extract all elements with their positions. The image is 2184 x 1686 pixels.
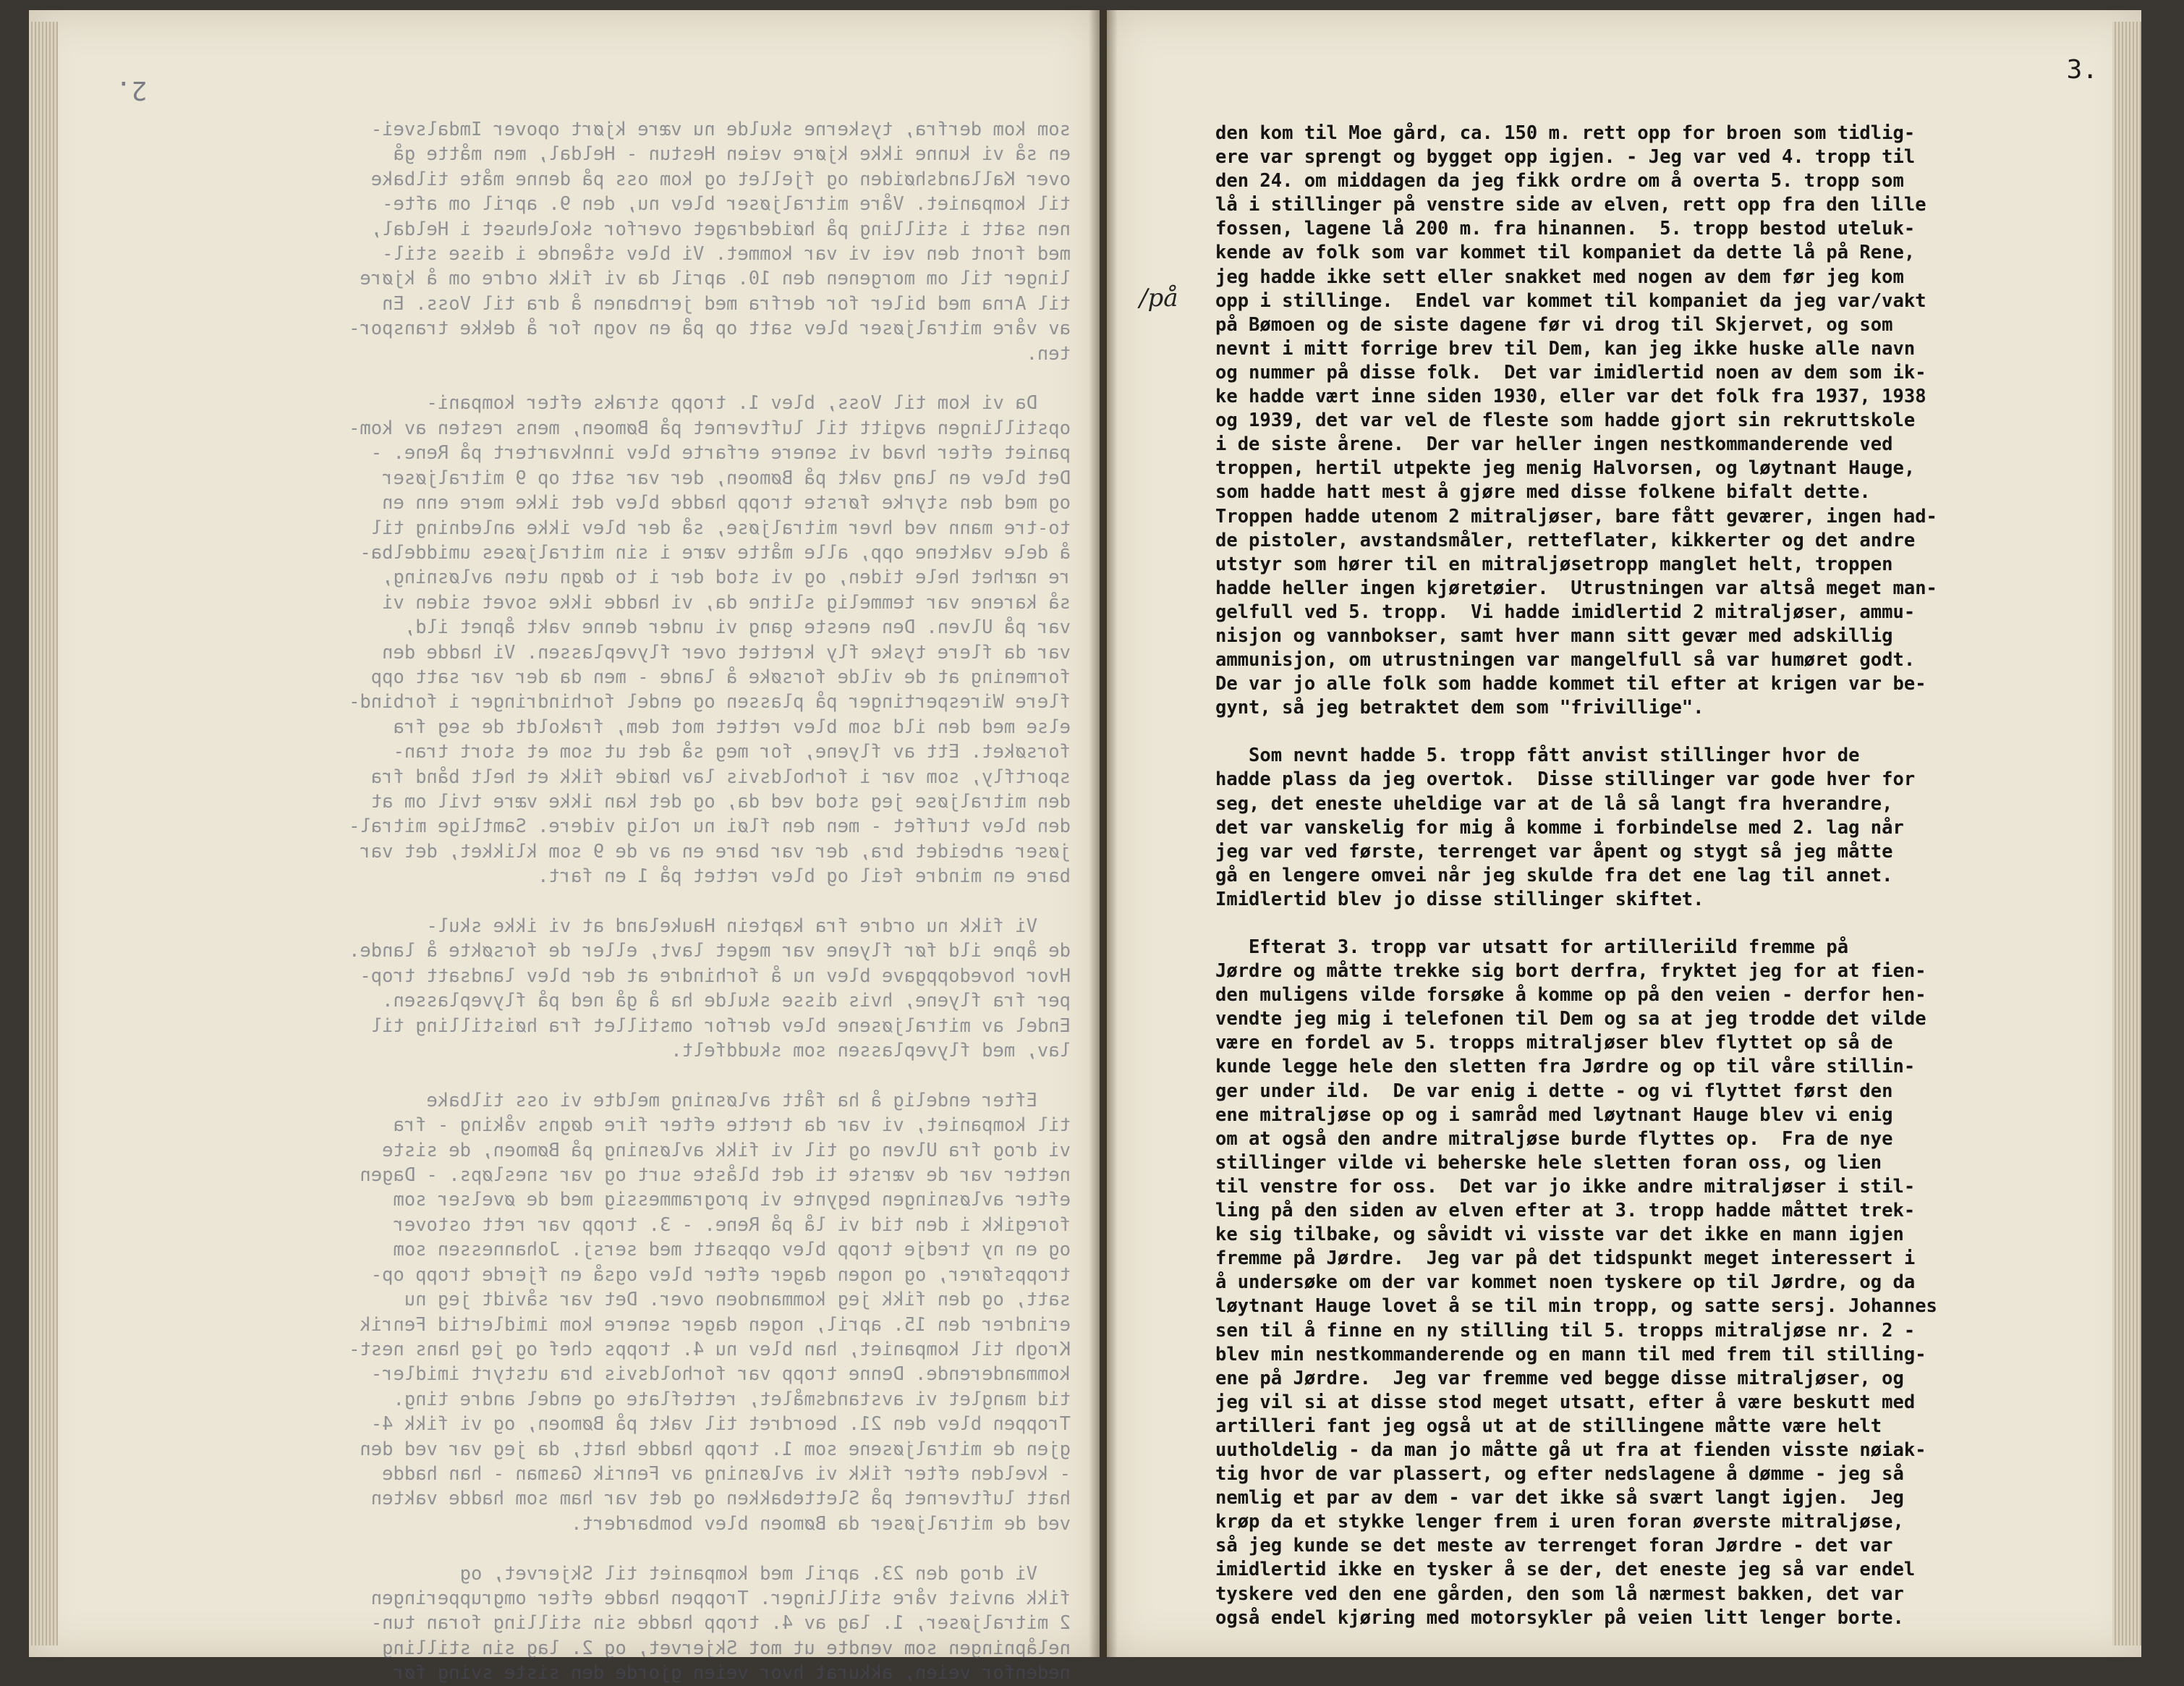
typed-line: hadde plass da jeg overtok. Disse stillinger var gode hver for (1215, 768, 1916, 791)
left-page-number: 2. (116, 75, 148, 105)
typed-line: Jørdre og måtte trekke sig bort derfra, fryktet jeg for at fien- (1215, 960, 1926, 983)
typed-line: ke sig tilbake, og såvidt vi visste var det ikke en mann igjen (1215, 1224, 1904, 1246)
typed-line: ammunisjon, om utrustningen var mangelfull så var humøret godt. (1215, 649, 1916, 672)
typed-line: gelfull ved 5. tropp. Vi hadde imidlertid 2 mitraljøser, ammu- (1215, 601, 1916, 623)
handwritten-margin-note: /på (1139, 284, 1178, 313)
typed-line: jeg hadde ikke sett eller snakket med nogen av dem før jeg kom (1215, 266, 1904, 288)
paragraph-gap (1215, 912, 2141, 936)
typed-line: blev min nestkommanderende og en mann til med frem til stilling- (1215, 1343, 1926, 1365)
typed-line: ger under ild. De var enig i dette - og vi flyttet først den (1215, 1080, 1893, 1102)
typed-line: ling på den siden av elven efter at 3. tropp hadde måttet trek- (1215, 1200, 1916, 1222)
typed-line: som hadde hatt mest å gjøre med disse folkene bifalt dette. (1215, 481, 1871, 504)
typed-line: i de siste årene. Der var heller ingen nestkommanderende ved (1215, 433, 1893, 456)
typed-line: kunde legge hele den sletten fra Jørdre og op til våre stillin- (1215, 1056, 1916, 1078)
typed-line: løytnant Hauge lovet å se til min tropp, og satte sersj. Johannes (1215, 1295, 1937, 1318)
left-page (29, 10, 1100, 1685)
typed-line: ene mitraljøse op og i samråd med løytnant Hauge blev vi enig (1215, 1103, 1893, 1126)
typed-line: til venstre for oss. Det var jo ikke andre mitraljøser i stil- (1215, 1175, 1916, 1198)
typed-line: artilleri fant jeg også ut at de stillingene måtte være helt (1215, 1415, 1882, 1437)
typed-line: troppen, hertil utpekte jeg menig Halvorsen, og løytnant Hauge, (1215, 457, 1916, 480)
typed-line: den muligens vilde forsøke å komme op på den veien - derfor hen- (1215, 984, 1926, 1007)
typed-line: tyskere ved den ene gården, den som lå nærmest bakken, det var (1215, 1583, 1904, 1605)
typed-line: seg, det eneste uheldige var at de lå så langt fra hverandre, (1215, 792, 1893, 815)
typed-line: den kom til Moe gård, ca. 150 m. rett opp for broen som tidlig- (1215, 122, 1916, 144)
typed-line: utstyr som hører til en mitraljøsetropp manglet helt, troppen (1215, 553, 1893, 575)
typed-line: Som nevnt hadde 5. tropp fått anvist stillinger hvor de (1215, 745, 1860, 767)
typed-line: så jeg kunde se det meste av terrenget foran Jørdre - det var (1215, 1535, 1893, 1557)
typed-line: ene på Jørdre. Jeg var fremme ved begge disse mitraljøser, og (1215, 1367, 1904, 1389)
typed-line: Troppen hadde utenom 2 mitraljøser, bare fått geværer, ingen had- (1215, 505, 1937, 528)
typed-line: de pistoler, avstandsmåler, retteflater, kikkerter og det andre (1215, 529, 1916, 551)
typed-line: også endel kjøring med motorsykler på veien litt lenger borte. (1215, 1606, 1904, 1629)
typed-line: krøp da et stykke lenger frem i uren foran øverste mitraljøse, (1215, 1511, 1904, 1533)
typed-line: gå en lengere omvei når jeg skulde fra det ene lag til annet. (1215, 864, 1893, 886)
paragraph-gap (1215, 720, 2141, 744)
typed-line: vendte jeg mig i telefonen til Dem og sa at jeg trodde det vilde (1215, 1008, 1926, 1030)
typed-line: kende av folk som var kommet til kompaniet da dette lå på Rene, (1215, 242, 1916, 264)
typed-line: De var jo alle folk som hadde kommet til efter at krigen var be- (1215, 673, 1926, 695)
typed-line: det var vanskelig for mig å komme i forbindelse med 2. lag når (1215, 816, 1904, 839)
right-page-number: 3. (2066, 55, 2098, 85)
typed-line: lå i stillinger på venstre side av elven, rett opp fra den lille (1215, 194, 1926, 216)
typed-line: fossen, lagene lå 200 m. fra hinannen. 5. tropp bestod uteluk- (1215, 218, 1916, 240)
left-page-bleed-through-text: som kom derfra, tyskerne skulde nu være kjørt opover Imdalsvei- en så vi kunne ikke kjøre veien Hestun - Heldal, men måtte gå over Kallandshøiden og fjellet og kom oss på denne måte tilbake til kompaniet. Våre mitraljøser blev nu, den 9. april om afte- nen satt i stilling på høidedraget overfor skolehuset i Heldal, med front den vei vi var kommet. Vi blev stående i disse stil- linger til om morgenen den 10. april da vi fikk ordre om å kjøre til Arna med biler for derfra med jernbanen å dra til Voss. En av våre mitraljøser blev satt op på en vogn for å dekke transpor- ten. Da vi kom til Voss, blev 1. tropp straks efter kompani- opstillingen avgitt til luftvernet på Bømoen, mens resten av kom- paniet efter hvad vi senere erfarte blev innkvartert på Rene. - Det blev en lang vakt på Bømoen, der var satt op 9 mitraljøser og med den styrke første tropp hadde blev det ikke mere enn en to-tre mann ved hver mitraljøse, så der blev ikke anledning til å dele vaktene opp, alle måtte være i sin mitraljøses umiddelba- re nærhet hele tiden, og vi stod der i to døgn uten avløsning, så karene var temmelig slitne da, vi hadde ikke sovet siden vi var på Ulven. Den eneste gang vi under denne vakt åpnet ild, var da flere tyske fly krettet over flyveplassen. Vi hadde den formening at de vilde forsøke å lande - men da der var satt opp flere Wirespertinger på plassen og endel forhindringer i forbind- else med den ild som blev rettet mot dem, frakoldt de seg fra forsøket. Ett av flyene, for meg så det ut som et stort tran- sportfly, som var i forholdsvis lav høide fikk et helt bånd fra den mitraljøse jeg stod ved da, og det kan ikke være tvil om at den blev truffet - men den fløi nu rolig videre. Samtlige mitral- jøser arbeidet bra, der var bare en av de 9 som klikket, det var bare en mindre feil og blev rettet på 1 en fart. Vi fikk nu ordre fra kaptein Haukeland at vi ikke skul- de åpne ild før flyene var meget lavt, eller de forsøkte å lande. Hvor hovedoppgave blev nu å forhindre at der blev landsatt trop- per fra flyene, hvis disse skulde ha å gå ned på flyveplassen. Endel av mitraljøsene blev derfor omstillet fra høistilling til lav, med flyveplassen som skuddfelt. Efter endelig å ha fått avløsning meldte vi oss tilbake til kompaniet, vi var da trette efter fire døgns våking - fra vi drog fra Ulven og til vi fikk avløsning på Bømoen, de siste netter var de værste ti det blåste surt og var snesløps. - Dagen efter avløsningen begynte vi programmessig med de øvelser som foregikk i den tid vi lå på Rene. - 3. tropp var rett ostover og en ny tredje tropp blev oppsatt med sersj. Johannessen som troppsfører, og nogen dager efter blev også en fjerde tropp op- satt, og den fikk jeg kommandoen over. Det var såvidt jeg nu erindrer den 15. april, nogen dager senere kom imidlertid Fenrik Krogh til kompaniet, han blev nu 4. tropps chef og jeg hans nest- kommanderende. Denne tropp var forholdsvis bra utstyrt imidler- tid manglet vi avstandsmålet, retteflate og endel andre ting. Troppen blev den 21. beordret til vakt på Bømoen, og vi fikk 4- gjen de mitraljøsene som 1. tropp hadde hatt, da jeg var ved den - kvelden efter fikk vi avløsning av Fenrik Gasman - han hadde hatt luftvernet på Slettebakken og det var ham som hadde vakten ved de mitraljøser da Bømoen blev bombardert. Vi drog den 23. april med kompaniet til Skjervet, og fikk anvist våre stillinger. Troppen hadde efter omgrupperingen 2 mitraljøser, 1. lag av 4. tropp hadde sin stilling foran tun- nelåpningen som vendte ut mot Skjervet, og 2. lag sin stilling nedenfor veien, akkurat hvor veien gjorde den siste sving før (349, 119, 1071, 1685)
typed-line: jeg vil si at disse stod meget utsatt, efter å være beskutt med (1215, 1391, 1916, 1413)
typed-line: nisjon og vannbokser, samt hver mann sitt gevær med adskillig (1215, 624, 1893, 647)
typed-line: hadde heller ingen kjøretøier. Utrustningen var altså meget man- (1215, 577, 1937, 599)
book-gutter (1089, 10, 1118, 1657)
typed-line: gynt, så jeg betraktet dem som "frivillige". (1215, 697, 1704, 719)
typed-letter-body (1215, 122, 2141, 1630)
typed-line: og 1939, det var vel de fleste som hadde gjort sin rekruttskole (1215, 410, 1916, 432)
typed-line: og nummer på disse folk. Det var imidlertid noen av dem som ik- (1215, 361, 1926, 384)
typed-line: tig hvor de var plassert, og efter nedslagene å dømme - jeg så (1215, 1463, 1904, 1486)
typed-line: Imidlertid blev jo disse stillinger skiftet. (1215, 888, 1704, 910)
typed-line: nemlig et par av dem - var det ikke så svært langt igjen. Jeg (1215, 1487, 1904, 1509)
typed-line: opp i stillinge. Endel var kommet til kompaniet da jeg var/vakt (1215, 289, 1926, 312)
typed-line: imidlertid ikke en tysker å se der, det eneste jeg så var endel (1215, 1559, 1916, 1581)
typed-line: ke hadde vært inne siden 1930, eller var det folk fra 1937, 1938 (1215, 386, 1926, 408)
typed-line: nevnt i mitt forrige brev til Dem, kan jeg ikke huske alle navn (1215, 337, 1916, 360)
typed-line: Efterat 3. tropp var utsatt for artilleriild fremme på (1215, 936, 1849, 958)
typed-line: være en fordel av 5. tropps mitraljøser blev flyttet op så de (1215, 1032, 1893, 1054)
typed-line: jeg var ved første, terrenget var åpent og stygt så jeg måtte (1215, 840, 1893, 863)
typed-line: den 24. om middagen da jeg fikk ordre om å overta 5. tropp som (1215, 170, 1904, 192)
typed-line: om at også den andre mitraljøse burde flyttes op. Fra de nye (1215, 1127, 1893, 1150)
typed-line: ere var sprengt og bygget opp igjen. - Jeg var ved 4. tropp til (1215, 146, 1916, 169)
typed-line: uutholdelig - da man jo måtte gå ut fra at fienden visste nøiak- (1215, 1439, 1926, 1461)
typed-line: å undersøke om der var kommet noen tyskere op til Jørdre, og da (1215, 1271, 1916, 1294)
typed-line: på Bømoen og de siste dagene før vi drog til Skjervet, og som (1215, 313, 1893, 336)
typed-line: fremme på Jørdre. Jeg var på det tidspunkt meget interessert i (1215, 1247, 1916, 1270)
typed-line: stillinger vilde vi beherske hele sletten foran oss, og lien (1215, 1151, 1882, 1174)
left-page-edges (29, 22, 58, 1645)
typed-line: sen til å finne en ny stilling til 5. tropps mitraljøse nr. 2 - (1215, 1319, 1916, 1342)
